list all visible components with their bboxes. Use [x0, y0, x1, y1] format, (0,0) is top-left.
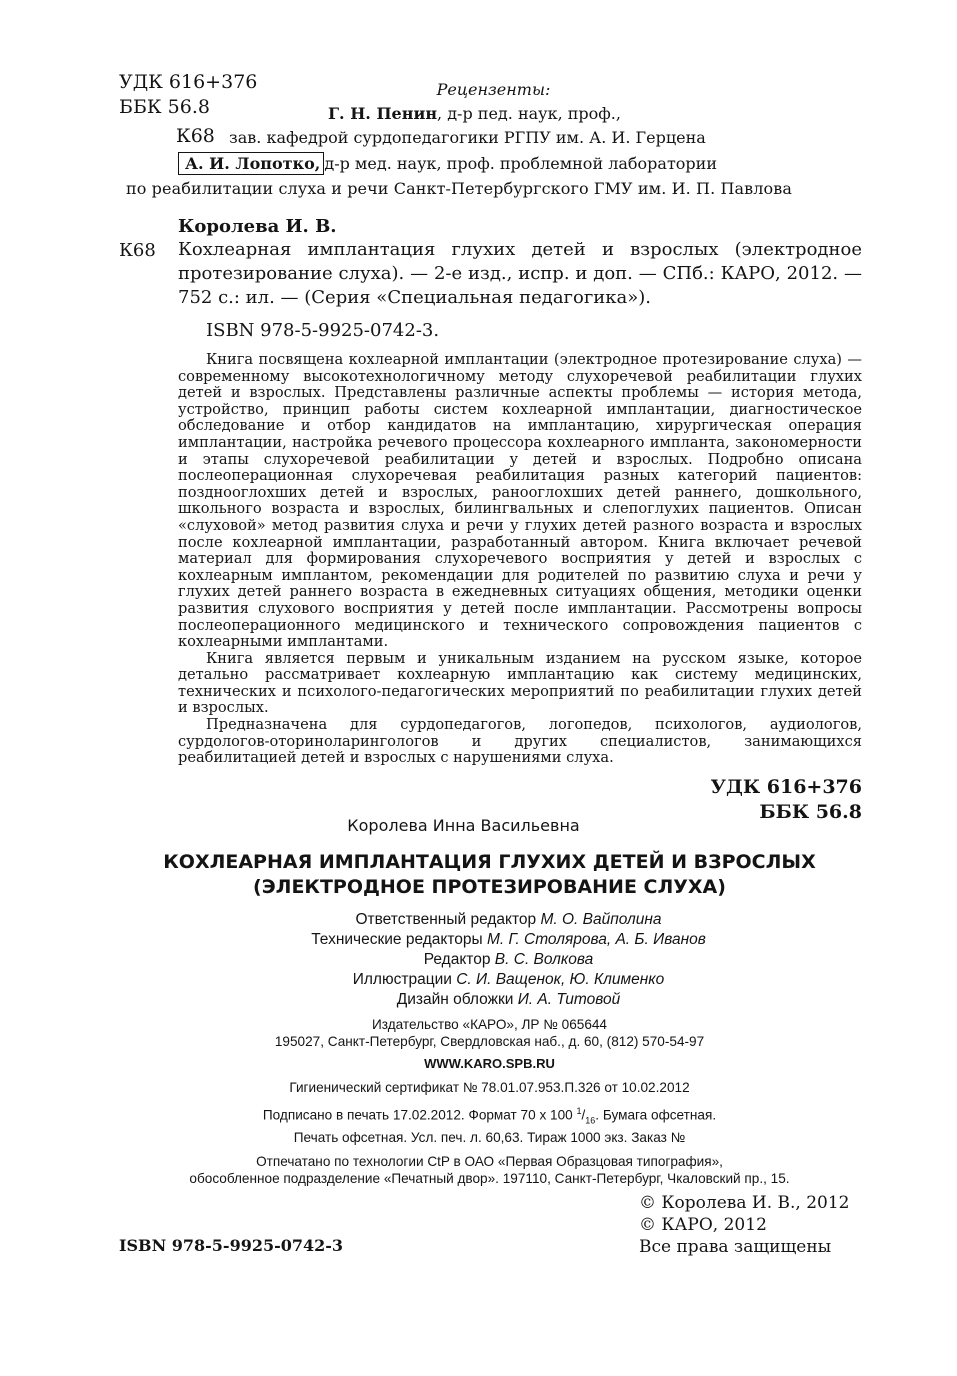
- reviewer-2-name-box: А. И. Лопотко,: [178, 152, 324, 175]
- credit-role: Ответственный редактор: [355, 911, 537, 928]
- isbn-bottom: ISBN 978-5-9925-0742-3: [119, 1236, 344, 1255]
- credit-line: [60, 990, 957, 1010]
- book-title-line-2: (ЭЛЕКТРОДНОЕ ПРОТЕЗИРОВАНИЕ СЛУХА): [253, 876, 726, 898]
- copyright-block: [639, 1192, 849, 1258]
- print-details: Печать офсетная. Усл. печ. л. 60,63. Тираж 1000 экз. Заказ №: [293, 1130, 686, 1146]
- reviewer-2-title: д-р мед. наук, проф. проблемной лаборатории: [324, 154, 717, 173]
- rights-reserved: Все права защищены: [639, 1237, 832, 1257]
- bbk-line-bottom: ББК 56.8: [759, 801, 862, 823]
- print-paper: . Бумага офсетная.: [595, 1107, 717, 1123]
- catalog-description: Кохлеарная имплантация глухих детей и взрослых (электродное протезирование слуха). — 2-е изд., испр. и доп. — СПб.: КАРО, 2012. — 752 с.: ил. — (Серия «Специальная педагогика»).: [178, 239, 862, 308]
- author-full-name: Королева Инна Васильевна: [347, 816, 580, 835]
- credit-line: [60, 970, 957, 990]
- credit-role: Иллюстрации: [352, 971, 452, 988]
- reviewer-2-position: по реабилитации слуха и речи Санкт-Петербургского ГМУ им. И. П. Павлова: [126, 179, 792, 198]
- abstract-paragraph-2: Книга является первым и уникальным изданием на русском языке, которое детально рассматривает кохлеарную имплантацию как систему медицинских, технических и психолого-педагогических мероприятий по реабилитации глухих детей и взрослых.: [178, 649, 862, 717]
- hygiene-certificate: Гигиенический сертификат № 78.01.07.953.П.326 от 10.02.2012: [289, 1080, 690, 1095]
- abstract-paragraph-1: Книга посвящена кохлеарной имплантации (электродное протезирование слуха) — современному высокотехнологичному методу слухоречевой реабилитации глухих детей и взрослых. Представлены различные аспекты проблемы — история метода, устройство, принцип работы систем кохлеарной имплантации, диагностическое обследование и отбор кандидатов на имплантацию, хирургическая операция имплантации, настройка речевого процессора кохлеарного импланта, закономерности и этапы слухоречевой реабилитации у детей и взрослых. Подробно описана послеоперационная слухоречевая реабилитация разных категорий пациентов: позднооглохших детей и взрослых, раноoглохших детей раннего, дошкольного, школьного возраста и взрослых, билингвальных и слепоглухих пациентов. Описан «слуховой» метод развития слуха и речи у глухих детей разного возраста и взрослых после кохлеарной имплантации, разработанный автором. Книга включает речевой материал для формирования слухоречевого восприятия у детей и взрослых с кохлеарным имплантом, рекомендации для родителей по развитию слуха и речи у глухих детей раннего возраста в ежедневных ситуациях общения, методики оценки развития слухового восприятия у детей после имплантации. Рассмотрены вопросы послеоперационного медицинского и технического сопровождения пациентов с кохлеарными имплантами.: [178, 351, 862, 651]
- catalog-author: Королева И. В.: [178, 216, 337, 237]
- credit-line: [60, 910, 957, 930]
- credit-role: Редактор: [423, 951, 491, 968]
- credit-role: Дизайн обложки: [396, 991, 514, 1008]
- abstract-paragraph-3: Предназначена для сурдопедагогов, логопедов, психологов, аудиологов, сурдологов-оториноларингологов и других специалистов, занимающихся реабилитацией детей и взрослых с нарушениями слуха.: [178, 716, 862, 767]
- printer-line-1: Отпечатано по технологии CtP в ОАО «Первая Образцовая типография»,: [256, 1154, 723, 1170]
- reviewer-1-position: зав. кафедрой сурдопедагогики РГПУ им. А. И. Герцена: [229, 128, 706, 147]
- credit-role: Технические редакторы: [311, 931, 483, 948]
- catalog-mark: К68: [119, 240, 156, 261]
- author-mark-top: К68: [176, 125, 215, 147]
- book-title-line-1: КОХЛЕАРНАЯ ИМПЛАНТАЦИЯ ГЛУХИХ ДЕТЕЙ И ВЗРОСЛЫХ: [163, 851, 816, 873]
- credit-name: И. А. Титовой: [517, 991, 621, 1008]
- reviewer-1: [328, 104, 621, 123]
- reviewer-2: [178, 154, 717, 173]
- bbk-line: ББК 56.8: [119, 96, 210, 118]
- copyright-author: © Королева И. В., 2012: [639, 1193, 850, 1213]
- reviewers-heading: Рецензенты:: [436, 80, 551, 99]
- publisher-info: [0, 1016, 957, 1187]
- catalog-isbn: ISBN 978-5-9925-0742-3.: [206, 320, 440, 341]
- reviewer-1-name: Г. Н. Пенин: [328, 104, 438, 123]
- print-signed: Подписано в печать 17.02.2012. Формат 70 x 100 $^1/_{16}$. Бумага офсетная.: [262, 1106, 717, 1126]
- credits: [0, 910, 957, 1010]
- printer-line-2: обособленное подразделение «Печатный двор». 197110, Санкт-Петербург, Чкаловский пр., 15.: [189, 1171, 790, 1187]
- format-fraction-numerator: 1: [576, 1106, 582, 1116]
- publisher-name: Издательство «КАРО», ЛР № 065644: [371, 1017, 607, 1032]
- udk-line: УДК 616+376: [119, 71, 258, 93]
- credit-name: С. И. Ващенок, Ю. Клименко: [456, 971, 665, 988]
- abstract: [178, 352, 862, 767]
- publisher-address: 195027, Санкт-Петербург, Свердловская наб., д. 60, (812) 570-54-97: [274, 1034, 705, 1049]
- credit-line: [60, 930, 957, 950]
- format-fraction-denominator: 16: [585, 1115, 596, 1126]
- credit-line: [60, 950, 957, 970]
- reviewer-1-title: , д-р пед. наук, проф.,: [437, 104, 621, 123]
- copyright-publisher: © КАРО, 2012: [639, 1215, 767, 1235]
- udk-line-bottom: УДК 616+376: [710, 776, 862, 798]
- credit-name: М. Г. Столярова, А. Б. Иванов: [486, 931, 706, 948]
- credit-name: М. О. Вайполина: [540, 911, 662, 928]
- credit-name: В. С. Волкова: [494, 951, 594, 968]
- publisher-website: WWW.KARO.SPB.RU: [424, 1056, 555, 1071]
- print-signed-text: Подписано в печать 17.02.2012. Формат 70 x 100: [262, 1107, 573, 1123]
- book-title: [0, 850, 957, 900]
